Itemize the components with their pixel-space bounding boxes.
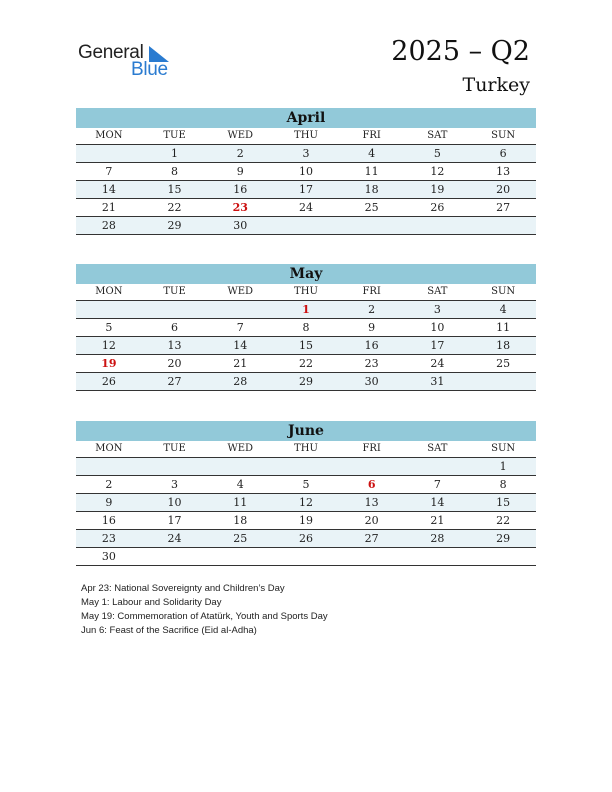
weekday-label: TUE <box>142 441 208 458</box>
week-row <box>76 494 536 512</box>
month-header: June <box>76 421 536 441</box>
weekday-label: SAT <box>405 128 471 145</box>
weekday-label: SAT <box>405 284 471 301</box>
page-title: 2025 – Q2 <box>391 36 530 67</box>
day-cell: 25 <box>339 199 405 217</box>
day-cell: 14 <box>405 494 471 512</box>
day-cell: 4 <box>339 145 405 163</box>
day-cell: 3 <box>142 476 208 494</box>
day-cell: 12 <box>76 337 142 355</box>
day-cell: 15 <box>273 337 339 355</box>
calendar-grid <box>76 128 536 235</box>
day-cell: 9 <box>207 163 273 181</box>
day-cell: 20 <box>470 181 536 199</box>
day-cell: 2 <box>207 145 273 163</box>
calendar-grid <box>76 284 536 391</box>
day-cell: 12 <box>273 494 339 512</box>
day-cell: 27 <box>339 530 405 548</box>
weekday-label: SAT <box>405 441 471 458</box>
week-row <box>76 355 536 373</box>
day-cell <box>339 548 405 566</box>
weekday-label: THU <box>273 284 339 301</box>
day-cell: 7 <box>207 319 273 337</box>
day-cell: 15 <box>470 494 536 512</box>
week-row <box>76 337 536 355</box>
day-cell: 30 <box>207 217 273 235</box>
day-cell: 24 <box>405 355 471 373</box>
logo <box>78 40 188 80</box>
day-cell: 12 <box>405 163 471 181</box>
day-cell: 28 <box>207 373 273 391</box>
weekday-label: FRI <box>339 441 405 458</box>
day-cell: 7 <box>405 476 471 494</box>
day-cell: 25 <box>470 355 536 373</box>
week-row <box>76 530 536 548</box>
day-cell <box>273 217 339 235</box>
day-cell: 23 <box>76 530 142 548</box>
day-cell: 24 <box>273 199 339 217</box>
holiday-note: May 1: Labour and Solidarity Day <box>81 597 222 608</box>
day-cell <box>76 458 142 476</box>
day-cell: 1 <box>142 145 208 163</box>
day-cell: 4 <box>470 301 536 319</box>
day-cell: 30 <box>76 548 142 566</box>
day-cell: 6 <box>470 145 536 163</box>
day-cell: 22 <box>142 199 208 217</box>
day-cell: 26 <box>273 530 339 548</box>
day-cell <box>405 548 471 566</box>
weekday-label: TUE <box>142 128 208 145</box>
day-cell: 21 <box>76 199 142 217</box>
weekday-label: SUN <box>470 441 536 458</box>
weekday-label: THU <box>273 128 339 145</box>
day-cell: 6 <box>142 319 208 337</box>
weekday-label: FRI <box>339 284 405 301</box>
day-cell: 16 <box>339 337 405 355</box>
weekday-label: MON <box>76 128 142 145</box>
week-row <box>76 512 536 530</box>
day-cell: 28 <box>76 217 142 235</box>
day-cell <box>273 458 339 476</box>
weekday-label: TUE <box>142 284 208 301</box>
day-cell: 19 <box>405 181 471 199</box>
week-row <box>76 373 536 391</box>
day-cell: 10 <box>273 163 339 181</box>
weekday-header-row <box>76 128 536 145</box>
day-cell: 3 <box>405 301 471 319</box>
day-cell <box>470 373 536 391</box>
day-cell: 29 <box>142 217 208 235</box>
month-may <box>76 264 536 391</box>
weekday-label: MON <box>76 441 142 458</box>
day-cell: 25 <box>207 530 273 548</box>
day-cell: 8 <box>142 163 208 181</box>
day-cell: 9 <box>339 319 405 337</box>
day-cell: 18 <box>207 512 273 530</box>
day-cell <box>207 458 273 476</box>
weekday-label: SUN <box>470 128 536 145</box>
day-cell: 4 <box>207 476 273 494</box>
day-cell <box>405 217 471 235</box>
day-cell: 13 <box>339 494 405 512</box>
day-cell: 17 <box>273 181 339 199</box>
day-cell: 18 <box>470 337 536 355</box>
day-cell: 2 <box>339 301 405 319</box>
day-cell: 11 <box>339 163 405 181</box>
week-row <box>76 548 536 566</box>
day-cell: 19 <box>76 355 142 373</box>
holiday-note: Apr 23: National Sovereignty and Children’s Day <box>81 583 285 594</box>
day-cell: 6 <box>339 476 405 494</box>
day-cell: 15 <box>142 181 208 199</box>
weekday-header-row <box>76 284 536 301</box>
day-cell: 31 <box>405 373 471 391</box>
week-row <box>76 181 536 199</box>
day-cell: 22 <box>470 512 536 530</box>
week-row <box>76 199 536 217</box>
weekday-label: SUN <box>470 284 536 301</box>
week-row <box>76 145 536 163</box>
day-cell <box>273 548 339 566</box>
country-name: Turkey <box>462 74 530 96</box>
day-cell <box>76 145 142 163</box>
day-cell: 9 <box>76 494 142 512</box>
day-cell: 23 <box>207 199 273 217</box>
day-cell <box>76 301 142 319</box>
day-cell: 22 <box>273 355 339 373</box>
day-cell: 7 <box>76 163 142 181</box>
day-cell: 16 <box>207 181 273 199</box>
day-cell: 1 <box>470 458 536 476</box>
month-april <box>76 108 536 235</box>
weekday-header-row <box>76 441 536 458</box>
day-cell <box>339 458 405 476</box>
day-cell: 24 <box>142 530 208 548</box>
week-row <box>76 319 536 337</box>
day-cell: 23 <box>339 355 405 373</box>
day-cell: 27 <box>470 199 536 217</box>
logo-blue-text: Blue <box>131 59 168 80</box>
logo-general-text: General <box>78 42 144 63</box>
week-row <box>76 476 536 494</box>
day-cell: 21 <box>207 355 273 373</box>
day-cell: 5 <box>405 145 471 163</box>
day-cell: 10 <box>142 494 208 512</box>
week-row <box>76 217 536 235</box>
day-cell <box>339 217 405 235</box>
day-cell: 16 <box>76 512 142 530</box>
holiday-note: May 19: Commemoration of Atatürk, Youth and Sports Day <box>81 611 328 622</box>
day-cell: 5 <box>76 319 142 337</box>
weekday-label: WED <box>207 441 273 458</box>
day-cell: 18 <box>339 181 405 199</box>
day-cell <box>405 458 471 476</box>
day-cell: 10 <box>405 319 471 337</box>
day-cell: 17 <box>405 337 471 355</box>
day-cell: 11 <box>207 494 273 512</box>
day-cell: 1 <box>273 301 339 319</box>
day-cell: 21 <box>405 512 471 530</box>
weekday-label: THU <box>273 441 339 458</box>
day-cell: 29 <box>273 373 339 391</box>
day-cell: 26 <box>405 199 471 217</box>
day-cell <box>142 548 208 566</box>
day-cell: 28 <box>405 530 471 548</box>
day-cell: 17 <box>142 512 208 530</box>
month-header: May <box>76 264 536 284</box>
day-cell: 14 <box>76 181 142 199</box>
weekday-label: FRI <box>339 128 405 145</box>
week-row <box>76 301 536 319</box>
day-cell: 11 <box>470 319 536 337</box>
weekday-label: WED <box>207 284 273 301</box>
day-cell: 29 <box>470 530 536 548</box>
week-row <box>76 163 536 181</box>
day-cell: 8 <box>273 319 339 337</box>
day-cell: 8 <box>470 476 536 494</box>
day-cell: 3 <box>273 145 339 163</box>
month-june <box>76 421 536 566</box>
day-cell: 30 <box>339 373 405 391</box>
day-cell <box>470 217 536 235</box>
day-cell: 19 <box>273 512 339 530</box>
day-cell <box>142 458 208 476</box>
day-cell: 14 <box>207 337 273 355</box>
day-cell <box>142 301 208 319</box>
day-cell: 26 <box>76 373 142 391</box>
day-cell: 5 <box>273 476 339 494</box>
day-cell <box>207 301 273 319</box>
weekday-label: WED <box>207 128 273 145</box>
holiday-note: Jun 6: Feast of the Sacrifice (Eid al-Adha) <box>81 625 257 636</box>
day-cell <box>207 548 273 566</box>
day-cell: 13 <box>470 163 536 181</box>
holiday-notes <box>81 582 328 638</box>
day-cell <box>470 548 536 566</box>
week-row <box>76 458 536 476</box>
day-cell: 20 <box>142 355 208 373</box>
day-cell: 27 <box>142 373 208 391</box>
calendar-grid <box>76 441 536 566</box>
weekday-label: MON <box>76 284 142 301</box>
month-header: April <box>76 108 536 128</box>
day-cell: 20 <box>339 512 405 530</box>
day-cell: 2 <box>76 476 142 494</box>
day-cell: 13 <box>142 337 208 355</box>
